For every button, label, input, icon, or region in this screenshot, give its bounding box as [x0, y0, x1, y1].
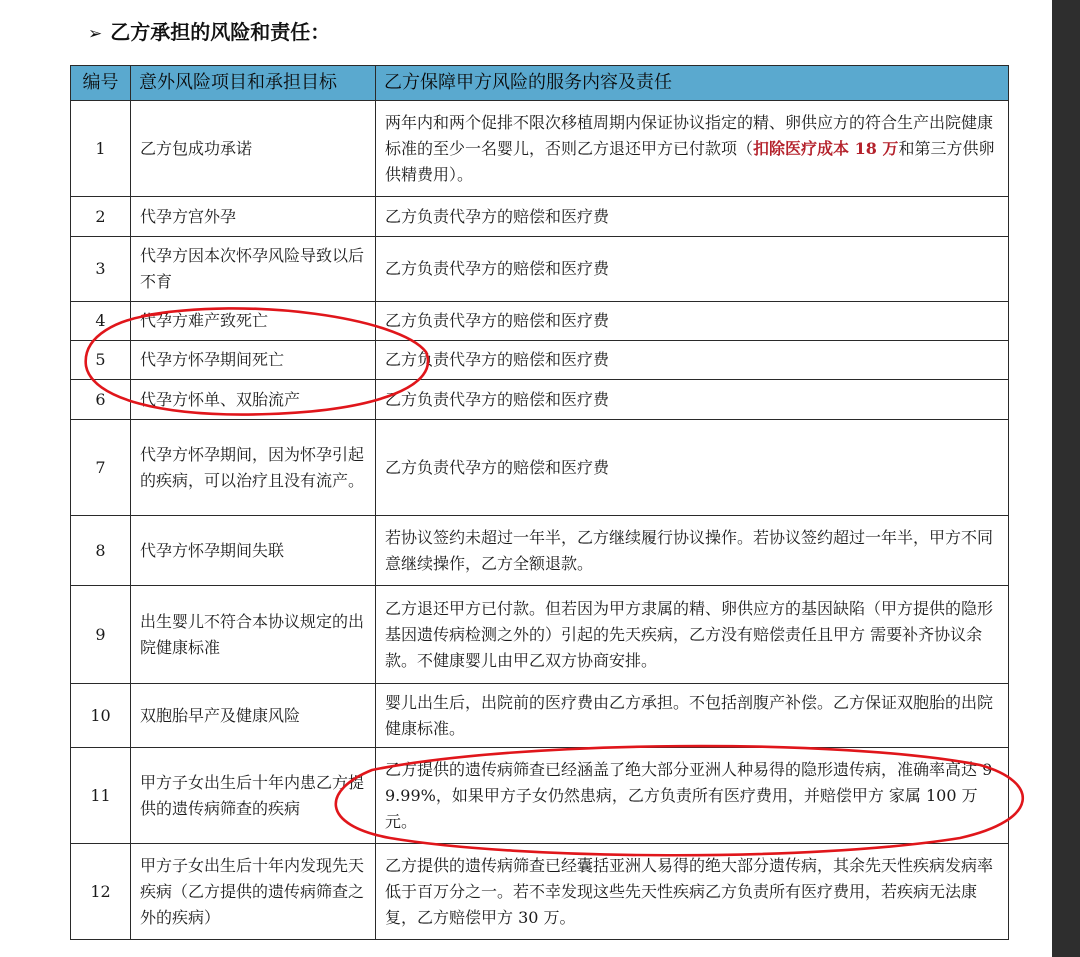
- header-service: 乙方保障甲方风险的服务内容及责任: [376, 66, 1009, 101]
- table-row: [71, 748, 1009, 844]
- row-item: 乙方包成功承诺: [131, 101, 376, 197]
- medical-cost-highlight: 扣除医疗成本 18 万: [753, 138, 899, 158]
- row-item: 代孕方怀单、双胎流产: [131, 380, 376, 420]
- row-item: 代孕方难产致死亡: [131, 302, 376, 341]
- row-service: [376, 101, 1009, 197]
- row-num: 10: [71, 684, 131, 748]
- row-item: 双胞胎早产及健康风险: [131, 684, 376, 748]
- header-num: 编号: [71, 66, 131, 101]
- row-service: 婴儿出生后，出院前的医疗费由乙方承担。不包括剖腹产补偿。乙方保证双胞胎的出院健康标准。: [376, 684, 1009, 748]
- row-service: 乙方负责代孕方的赔偿和医疗费: [376, 380, 1009, 420]
- row-item: 代孕方怀孕期间死亡: [131, 341, 376, 380]
- header-item: 意外风险项目和承担目标: [131, 66, 376, 101]
- row-service: 乙方退还甲方已付款。但若因为甲方隶属的精、卵供应方的基因缺陷（甲方提供的隐形基因遗传病检测之外的）引起的先天疾病，乙方没有赔偿责任且甲方 需要补齐协议余款。不健康婴儿由甲乙双方协商安排。: [376, 586, 1009, 684]
- row-service: 乙方负责代孕方的赔偿和医疗费: [376, 237, 1009, 302]
- row-service: 乙方负责代孕方的赔偿和医疗费: [376, 420, 1009, 516]
- table-row: [71, 684, 1009, 748]
- table-row: [71, 197, 1009, 237]
- table-row: [71, 302, 1009, 341]
- table-row: [71, 341, 1009, 380]
- row-num: 6: [71, 380, 131, 420]
- table-row: [71, 516, 1009, 586]
- section-heading: [88, 16, 330, 45]
- service-text-end: 和第三方供卵供精费用）。: [385, 138, 995, 184]
- section-title: 乙方承担的风险和责任：: [110, 20, 331, 44]
- viewer-right-edge: [1052, 0, 1080, 957]
- row-item: 代孕方怀孕期间，因为怀孕引起的疾病，可以治疗且没有流产。: [131, 420, 376, 516]
- table-row: [71, 101, 1009, 197]
- arrow-bullet-icon: ➢: [88, 24, 103, 44]
- row-num: 11: [71, 748, 131, 844]
- risk-responsibility-table: [70, 65, 1009, 940]
- row-num: 5: [71, 341, 131, 380]
- row-num: 4: [71, 302, 131, 341]
- row-item: 代孕方宫外孕: [131, 197, 376, 237]
- row-item: 代孕方因本次怀孕风险导致以后不育: [131, 237, 376, 302]
- table-row: [71, 380, 1009, 420]
- row-num: 2: [71, 197, 131, 237]
- row-service: 乙方负责代孕方的赔偿和医疗费: [376, 197, 1009, 237]
- row-service: 乙方提供的遗传病筛查已经涵盖了绝大部分亚洲人种易得的隐形遗传病，准确率高达 99.99%，如果甲方子女仍然患病，乙方负责所有医疗费用，并赔偿甲方 家属 100 万元。: [376, 748, 1009, 844]
- table-header-row: [71, 66, 1009, 101]
- row-item: 代孕方怀孕期间失联: [131, 516, 376, 586]
- row-service: 乙方负责代孕方的赔偿和医疗费: [376, 302, 1009, 341]
- row-num: 7: [71, 420, 131, 516]
- row-num: 9: [71, 586, 131, 684]
- row-item: 出生婴儿不符合本协议规定的出院健康标准: [131, 586, 376, 684]
- table-row: [71, 844, 1009, 940]
- row-item: 甲方子女出生后十年内发现先天疾病（乙方提供的遗传病筛查之外的疾病）: [131, 844, 376, 940]
- row-num: 12: [71, 844, 131, 940]
- table-row: [71, 237, 1009, 302]
- row-service: 乙方提供的遗传病筛查已经囊括亚洲人易得的绝大部分遗传病，其余先天性疾病发病率低于百万分之一。若不幸发现这些先天性疾病乙方负责所有医疗费用，若疾病无法康复，乙方赔偿甲方 30 万。: [376, 844, 1009, 940]
- row-service: 乙方负责代孕方的赔偿和医疗费: [376, 341, 1009, 380]
- service-text: 两年内和两个促排不限次移植周期内保证协议指定的精、卵供应方的符合生产出院健康标准的至少一名婴儿，否则乙方退还甲方已付款项（: [385, 112, 994, 158]
- row-service: 若协议签约未超过一年半，乙方继续履行协议操作。若协议签约超过一年半，甲方不同意继续操作，乙方全额退款。: [376, 516, 1009, 586]
- table-row: [71, 586, 1009, 684]
- row-num: 8: [71, 516, 131, 586]
- table-row: [71, 420, 1009, 516]
- row-num: 1: [71, 101, 131, 197]
- row-num: 3: [71, 237, 131, 302]
- row-item: 甲方子女出生后十年内患乙方提供的遗传病筛查的疾病: [131, 748, 376, 844]
